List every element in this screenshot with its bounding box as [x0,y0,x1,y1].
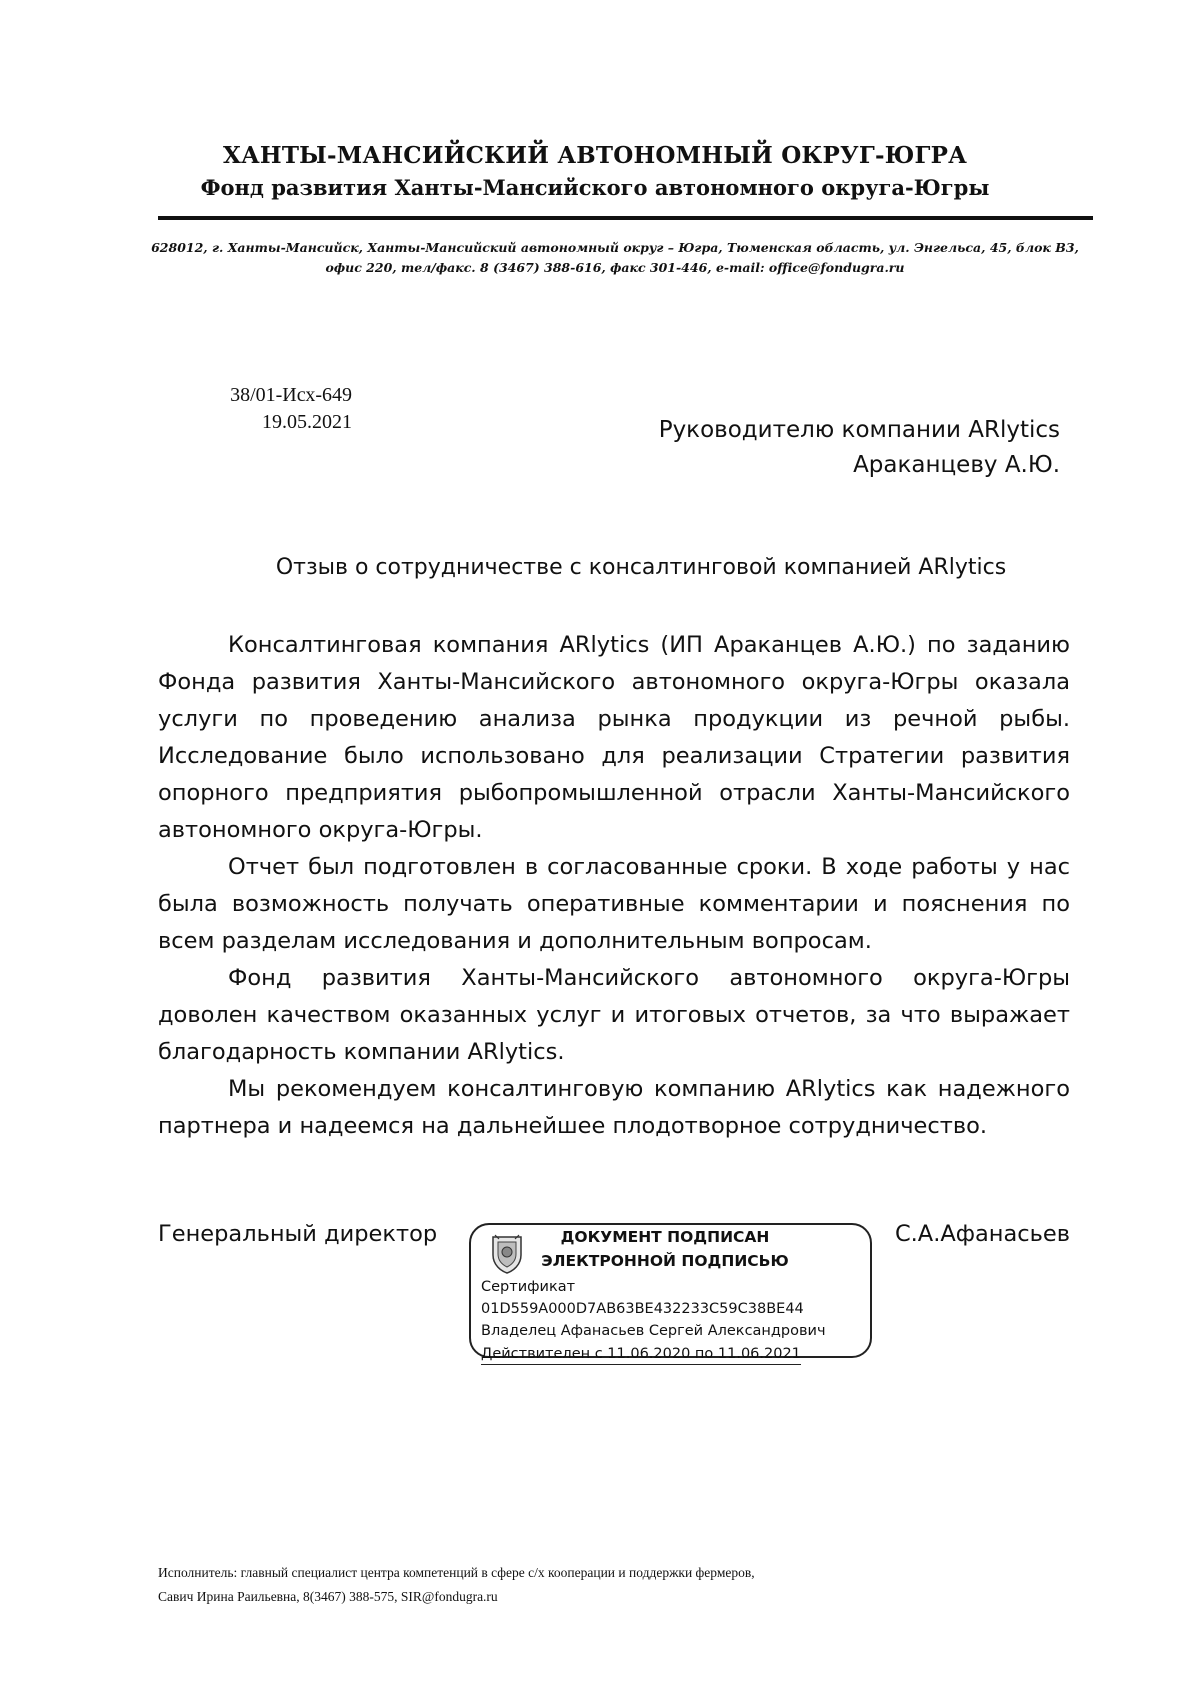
addressee-name: Араканцеву А.Ю. [853,452,1060,478]
letter-date: 19.05.2021 [262,411,352,433]
body-paragraph: Отчет был подготовлен в согласованные сроки. В ходе работы у нас была возможность получать оперативные комментарии и пояснения по всем разделам исследования и дополнительным вопросам. [158,854,1070,954]
address-line-2: офис 220, тел/факс. 8 (3467) 388-616, факс 301-446, e-mail: office@fondugra.ru [325,260,905,275]
organization-heading: Фонд развития Ханты-Мансийского автономного округа-Югры [200,175,990,200]
body-paragraph: Фонд развития Ханты-Мансийского автономного округа-Югры доволен качеством оказанных услуг и итоговых отчетов, за что выражает благодарность компании ARlytics. [158,965,1070,1065]
stamp-title-line: ДОКУМЕНТ ПОДПИСАН [560,1228,770,1246]
letter-body [158,627,1070,1145]
body-paragraph: Консалтинговая компания ARlytics (ИП Араканцев А.Ю.) по заданию Фонда развития Ханты-Мансийского автономного округа-Югры оказала услуги по проведению анализа рынка продукции из речной рыбы. Исследование было использовано для реализации Стратегии развития опорного предприятия рыбопромышленной отрасли Ханты-Мансийского автономного округа-Югры. [158,632,1070,843]
coat-of-arms-icon [489,1233,525,1275]
e-signature-stamp [469,1223,872,1362]
executor-line-1: Исполнитель: главный специалист центра компетенций в сфере с/х кооперации и поддержки фермеров, [158,1565,755,1580]
certificate-validity: Действителен с 11.06.2020 по 11.06.2021 [481,1344,801,1365]
signatory-name: С.А.Афанасьев [894,1221,1070,1247]
certificate-label: Сертификат [481,1279,576,1295]
stamp-title [535,1225,795,1273]
header-divider [158,216,1093,220]
addressee-position: Руководителю компании ARlytics [658,417,1060,443]
letter-subject: Отзыв о сотрудничестве с консалтинговой компанией ARlytics [275,555,1007,580]
body-paragraph: Мы рекомендуем консалтинговую компанию ARlytics как надежного партнера и надеемся на дальнейшее плодотворное сотрудничество. [158,1076,1070,1139]
signatory-title: Генеральный директор [158,1221,438,1247]
region-heading: ХАНТЫ-МАНСИЙСКИЙ АВТОНОМНЫЙ ОКРУГ-ЮГРА [222,142,968,169]
certificate-number: 01D559A000D7AB63BE432233C59C38BE44 [481,1301,804,1317]
executor-line-2: Савич Ирина Раильевна, 8(3467) 388-575, SIR@fondugra.ru [158,1589,498,1604]
stamp-title-line: ЭЛЕКТРОННОЙ ПОДПИСЬЮ [541,1252,789,1270]
outgoing-number: 38/01-Исх-649 [230,384,352,406]
address-line-1: 628012, г. Ханты-Мансийск, Ханты-Мансийский автономный округ – Югра, Тюменская область, ул. Энгельса, 45, блок В3, [151,240,1079,255]
certificate-owner: Владелец Афанасьев Сергей Александрович [481,1323,826,1339]
